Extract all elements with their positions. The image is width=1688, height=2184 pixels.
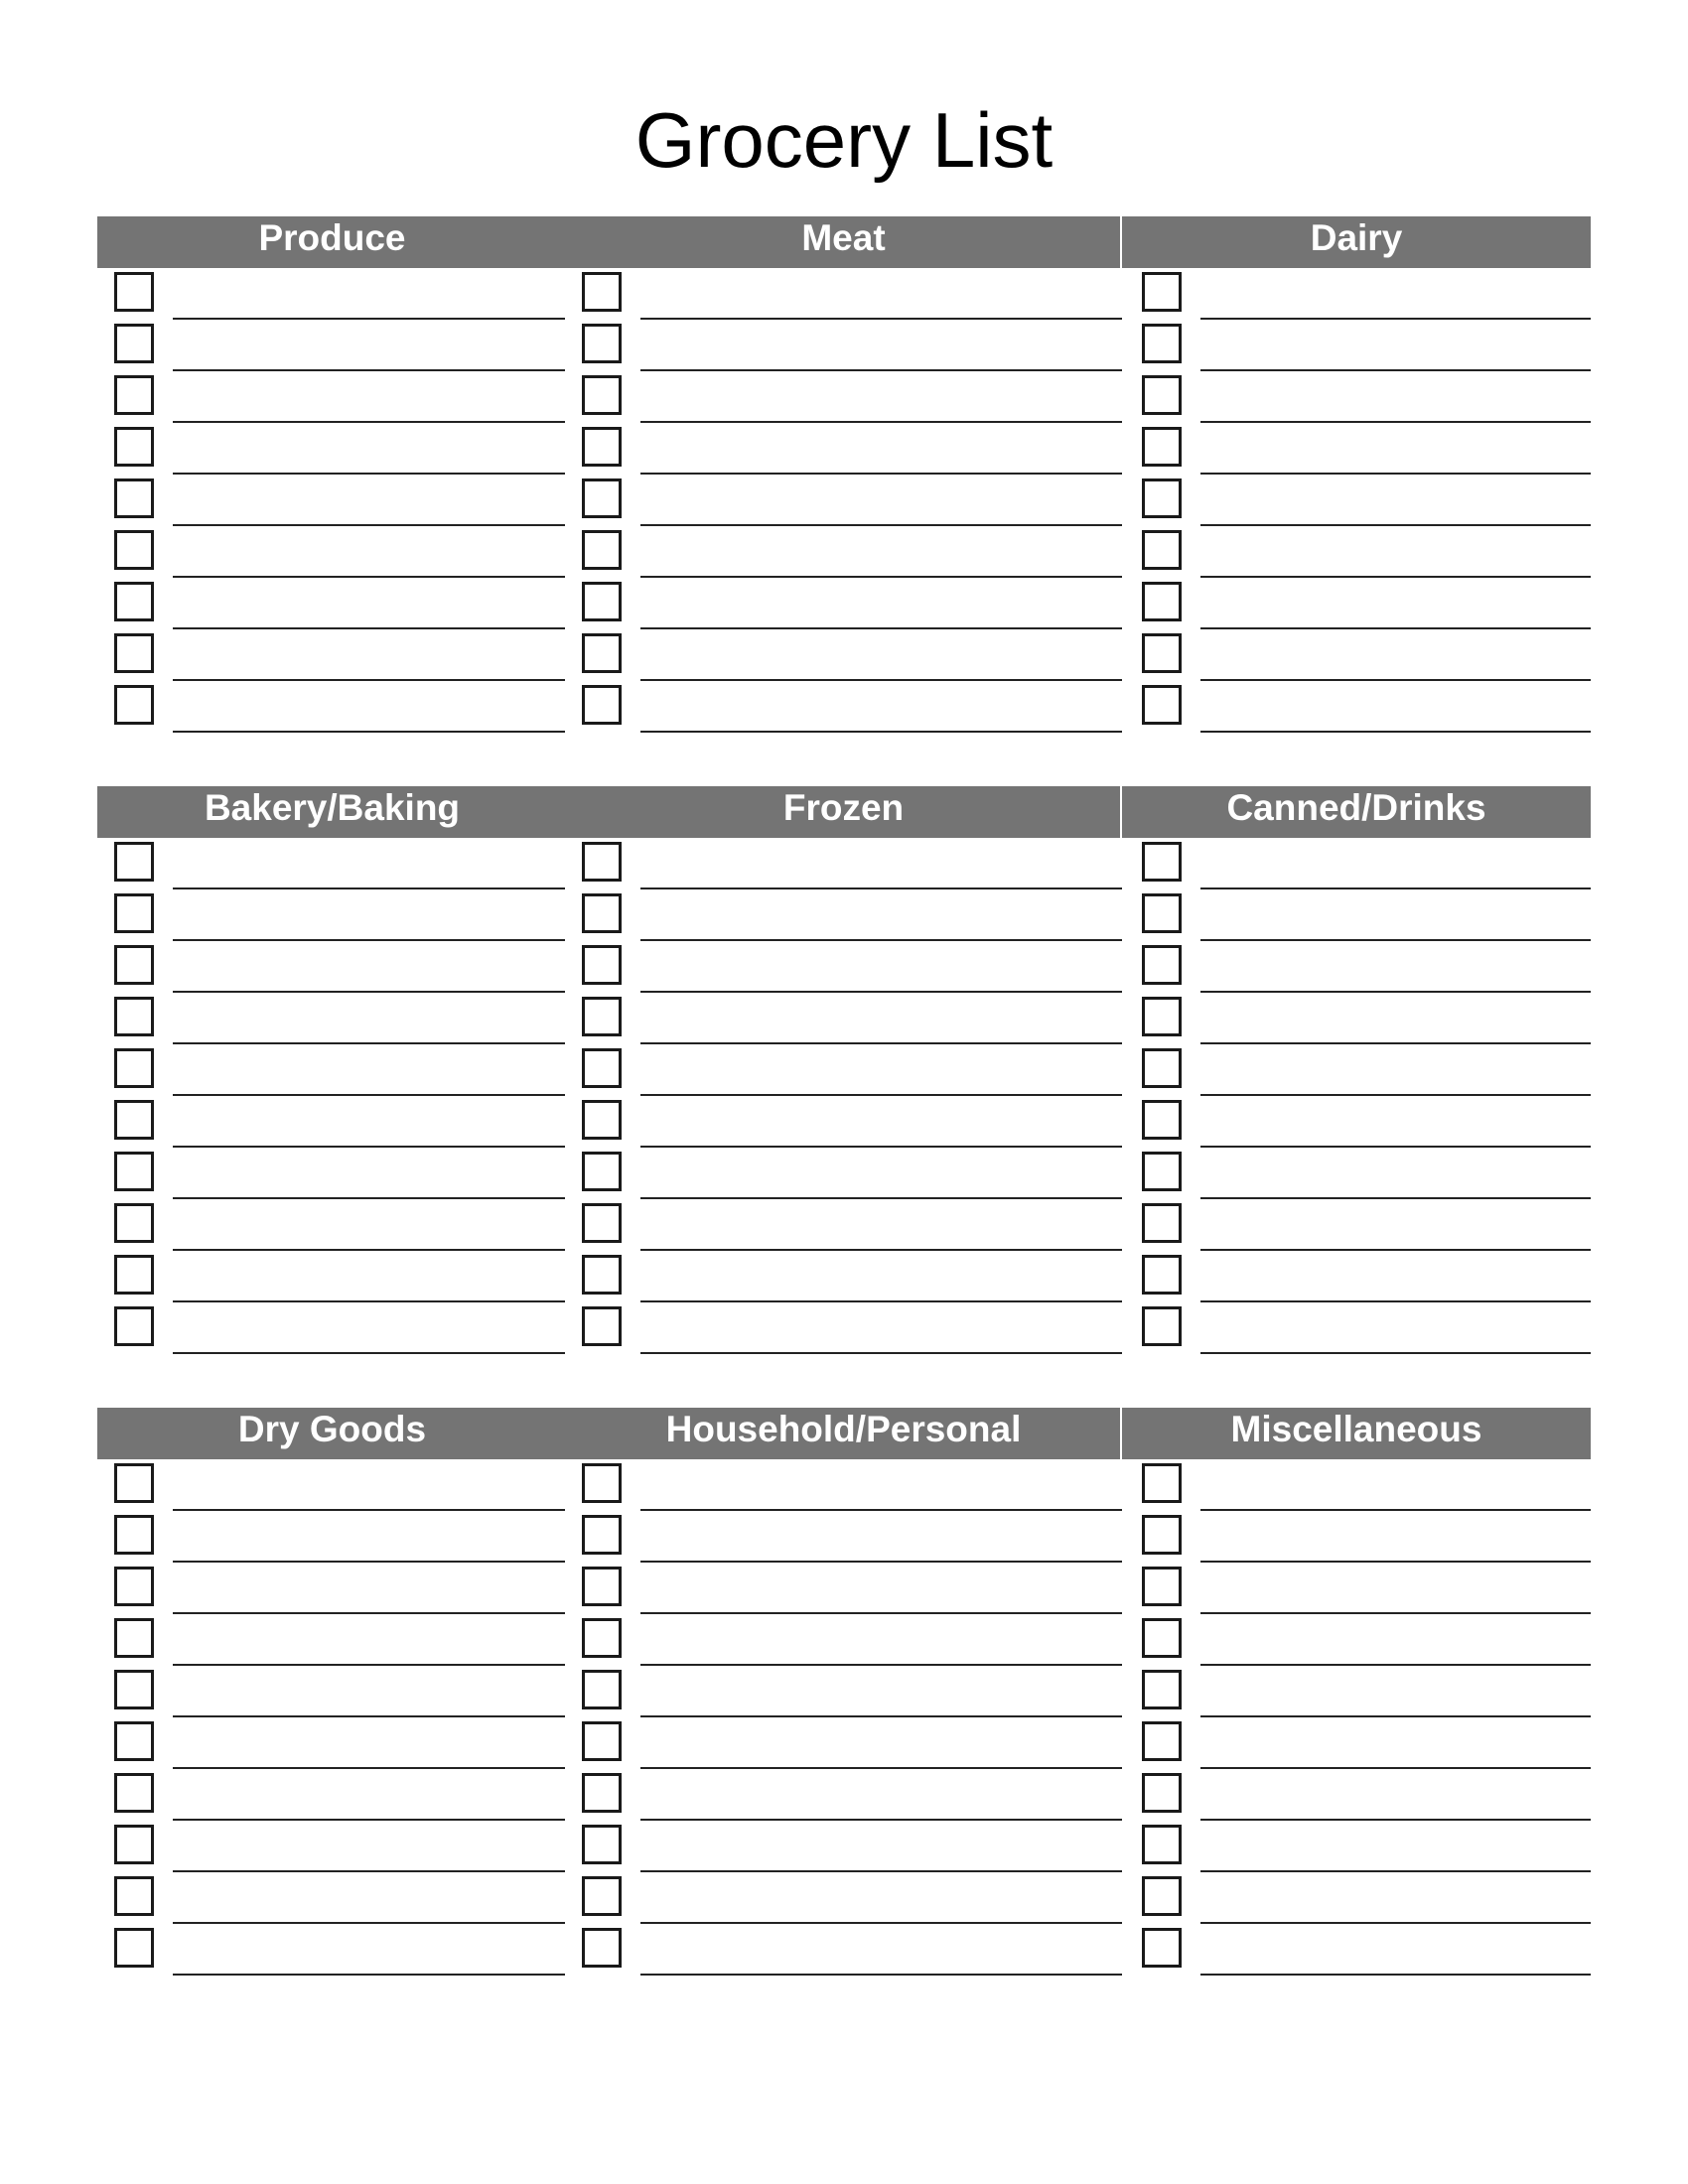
section-header (97, 1408, 1591, 1459)
list-item-row (97, 1563, 1591, 1614)
item-checkbox[interactable] (114, 893, 154, 933)
item-checkbox[interactable] (582, 1670, 622, 1709)
list-item-row (97, 475, 1591, 526)
item-checkbox[interactable] (582, 685, 622, 725)
category-header-meat: Meat (567, 216, 1122, 268)
item-checkbox[interactable] (114, 945, 154, 985)
item-checkbox[interactable] (1142, 1152, 1182, 1191)
item-checkbox[interactable] (114, 530, 154, 570)
item-checkbox[interactable] (1142, 1567, 1182, 1606)
item-checkbox[interactable] (114, 1048, 154, 1088)
item-checkbox[interactable] (1142, 1100, 1182, 1140)
item-checkbox[interactable] (582, 1048, 622, 1088)
category-section-3 (97, 1408, 1591, 1976)
item-write-line[interactable] (173, 1352, 565, 1354)
list-item-row (97, 371, 1591, 423)
list-item-row (97, 1251, 1591, 1302)
item-checkbox[interactable] (582, 945, 622, 985)
item-checkbox[interactable] (114, 375, 154, 415)
item-write-line[interactable] (640, 731, 1122, 733)
item-rows (97, 268, 1591, 733)
category-header-household-personal: Household/Personal (567, 1408, 1122, 1459)
category-header-bakery-baking: Bakery/Baking (204, 787, 461, 828)
list-item-row (97, 1769, 1591, 1821)
item-checkbox[interactable] (1142, 685, 1182, 725)
item-checkbox[interactable] (114, 1721, 154, 1761)
item-checkbox[interactable] (582, 1825, 622, 1864)
item-checkbox[interactable] (582, 1928, 622, 1968)
item-write-line[interactable] (640, 1974, 1122, 1976)
item-checkbox[interactable] (114, 1825, 154, 1864)
item-checkbox[interactable] (1142, 427, 1182, 467)
item-write-line[interactable] (173, 1974, 565, 1976)
item-write-line[interactable] (640, 1352, 1122, 1354)
item-checkbox[interactable] (582, 1721, 622, 1761)
item-checkbox[interactable] (1142, 1306, 1182, 1346)
list-item-row (97, 1096, 1591, 1148)
item-checkbox[interactable] (1142, 1876, 1182, 1916)
item-checkbox[interactable] (1142, 1928, 1182, 1968)
list-item-row (97, 1302, 1591, 1354)
item-checkbox[interactable] (1142, 997, 1182, 1036)
item-checkbox[interactable] (1142, 1618, 1182, 1658)
item-checkbox[interactable] (1142, 1773, 1182, 1813)
item-checkbox[interactable] (1142, 1670, 1182, 1709)
item-checkbox[interactable] (114, 478, 154, 518)
item-write-line[interactable] (1200, 731, 1591, 733)
item-checkbox[interactable] (114, 1255, 154, 1295)
item-checkbox[interactable] (582, 1152, 622, 1191)
item-checkbox[interactable] (114, 1567, 154, 1606)
item-write-line[interactable] (173, 731, 565, 733)
item-checkbox[interactable] (582, 427, 622, 467)
category-header-canned-drinks: Canned/Drinks (1226, 787, 1486, 828)
item-checkbox[interactable] (114, 1463, 154, 1503)
item-checkbox[interactable] (1142, 945, 1182, 985)
list-item-row (97, 838, 1591, 889)
item-checkbox[interactable] (114, 842, 154, 882)
item-checkbox[interactable] (582, 478, 622, 518)
item-checkbox[interactable] (114, 1670, 154, 1709)
list-item-row (97, 578, 1591, 629)
item-checkbox[interactable] (1142, 842, 1182, 882)
item-checkbox[interactable] (114, 1876, 154, 1916)
item-checkbox[interactable] (114, 1928, 154, 1968)
item-checkbox[interactable] (1142, 530, 1182, 570)
list-item-row (97, 1459, 1591, 1511)
item-checkbox[interactable] (582, 1100, 622, 1140)
item-checkbox[interactable] (114, 685, 154, 725)
category-section-2 (97, 786, 1591, 1354)
item-checkbox[interactable] (114, 1618, 154, 1658)
item-checkbox[interactable] (582, 1515, 622, 1555)
page-title: Grocery List (634, 96, 1054, 184)
list-item-row (97, 526, 1591, 578)
item-checkbox[interactable] (1142, 1721, 1182, 1761)
item-checkbox[interactable] (582, 582, 622, 621)
item-checkbox[interactable] (114, 1306, 154, 1346)
item-write-line[interactable] (1200, 1352, 1591, 1354)
item-checkbox[interactable] (114, 582, 154, 621)
item-rows (97, 1459, 1591, 1976)
item-checkbox[interactable] (114, 427, 154, 467)
item-checkbox[interactable] (1142, 1203, 1182, 1243)
item-checkbox[interactable] (114, 1515, 154, 1555)
item-write-line[interactable] (1200, 1974, 1591, 1976)
list-item-row (97, 941, 1591, 993)
list-item-row (97, 1666, 1591, 1717)
list-item-row (97, 320, 1591, 371)
item-checkbox[interactable] (1142, 375, 1182, 415)
category-header-dairy: Dairy (1310, 217, 1403, 258)
item-checkbox[interactable] (114, 1152, 154, 1191)
category-header-dry-goods: Dry Goods (237, 1409, 427, 1449)
item-checkbox[interactable] (1142, 582, 1182, 621)
item-checkbox[interactable] (1142, 272, 1182, 312)
section-header (97, 216, 1591, 268)
category-header-produce: Produce (258, 217, 406, 258)
list-item-row (97, 1199, 1591, 1251)
list-item-row (97, 1924, 1591, 1976)
item-checkbox[interactable] (582, 997, 622, 1036)
item-checkbox[interactable] (582, 324, 622, 363)
category-header-frozen: Frozen (567, 786, 1122, 838)
list-item-row (97, 1044, 1591, 1096)
item-checkbox[interactable] (1142, 1463, 1182, 1503)
item-checkbox[interactable] (1142, 1048, 1182, 1088)
item-checkbox[interactable] (114, 1203, 154, 1243)
list-item-row (97, 681, 1591, 733)
category-header-miscellaneous: Miscellaneous (1230, 1409, 1482, 1449)
item-checkbox[interactable] (582, 1567, 622, 1606)
item-checkbox[interactable] (1142, 893, 1182, 933)
item-checkbox[interactable] (582, 530, 622, 570)
list-item-row (97, 1148, 1591, 1199)
item-checkbox[interactable] (582, 633, 622, 673)
item-checkbox[interactable] (114, 1100, 154, 1140)
item-checkbox[interactable] (582, 272, 622, 312)
item-checkbox[interactable] (1142, 478, 1182, 518)
list-item-row (97, 993, 1591, 1044)
item-checkbox[interactable] (582, 893, 622, 933)
item-checkbox[interactable] (114, 272, 154, 312)
item-checkbox[interactable] (1142, 324, 1182, 363)
item-checkbox[interactable] (1142, 1255, 1182, 1295)
item-checkbox[interactable] (582, 1463, 622, 1503)
list-item-row (97, 1511, 1591, 1563)
item-checkbox[interactable] (114, 997, 154, 1036)
list-item-row (97, 629, 1591, 681)
item-checkbox[interactable] (1142, 633, 1182, 673)
list-item-row (97, 268, 1591, 320)
item-checkbox[interactable] (582, 375, 622, 415)
list-item-row (97, 1614, 1591, 1666)
item-rows (97, 838, 1591, 1354)
list-item-row (97, 1872, 1591, 1924)
item-checkbox[interactable] (582, 1618, 622, 1658)
item-checkbox[interactable] (582, 1876, 622, 1916)
item-checkbox[interactable] (582, 1255, 622, 1295)
list-item-row (97, 1821, 1591, 1872)
item-checkbox[interactable] (114, 633, 154, 673)
item-checkbox[interactable] (114, 1773, 154, 1813)
list-item-row (97, 1717, 1591, 1769)
list-item-row (97, 889, 1591, 941)
item-checkbox[interactable] (1142, 1825, 1182, 1864)
list-item-row (97, 423, 1591, 475)
item-checkbox[interactable] (582, 1203, 622, 1243)
item-checkbox[interactable] (582, 1306, 622, 1346)
item-checkbox[interactable] (1142, 1515, 1182, 1555)
category-section-1 (97, 216, 1591, 733)
section-header (97, 786, 1591, 838)
item-checkbox[interactable] (582, 842, 622, 882)
item-checkbox[interactable] (582, 1773, 622, 1813)
item-checkbox[interactable] (114, 324, 154, 363)
